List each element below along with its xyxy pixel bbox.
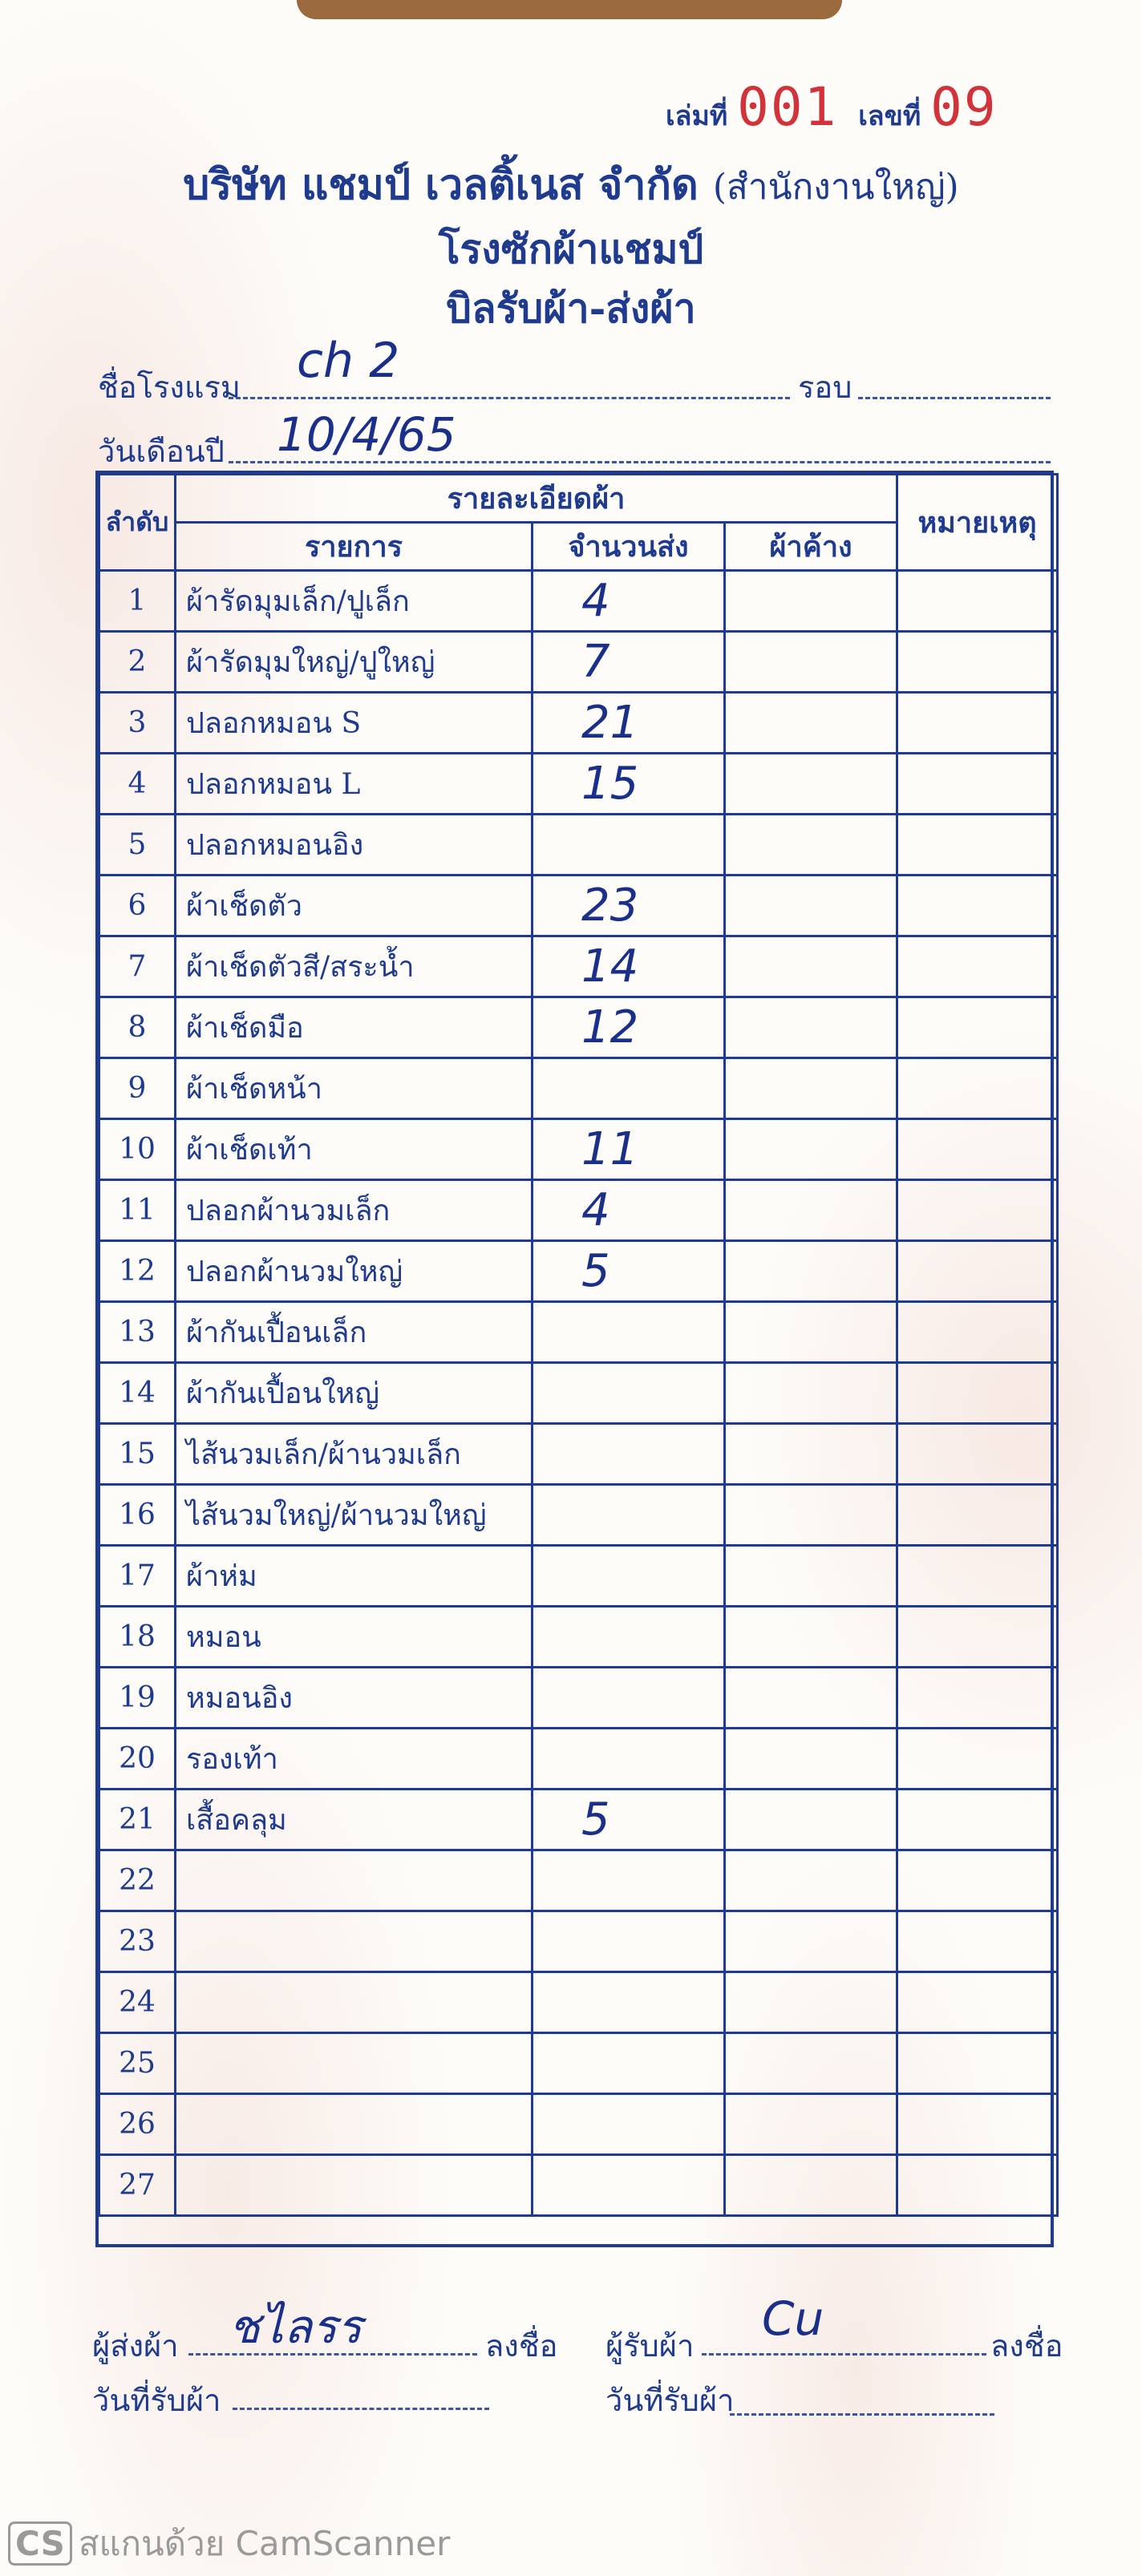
row-pending [725,2094,897,2155]
row-item: รองเท้า [176,1729,533,1789]
row-remark [897,1911,1058,1972]
row-remark [897,936,1058,997]
row-remark [897,1058,1058,1119]
row-remark [897,754,1058,815]
round-label: รอบ [798,370,852,405]
row-qty [533,1363,725,1424]
row-number: 3 [99,693,176,754]
table-row [99,997,1058,1058]
table-row [99,1668,1058,1729]
table-row [99,754,1058,815]
row-item: ปลอกหมอน L [176,754,533,815]
group-header: รายละเอียดผ้า [176,475,897,523]
row-number: 24 [99,1972,176,2033]
row-pending [725,1850,897,1911]
table-row [99,876,1058,936]
table-row [99,1058,1058,1119]
row-qty: 5 [533,1789,725,1850]
row-pending [725,693,897,754]
row-number: 7 [99,936,176,997]
row-qty [533,2094,725,2155]
plant-name: โรงซักผ้าแชมป์ [438,225,704,273]
row-item: ผ้าเช็ดหน้า [176,1058,533,1119]
row-number: 17 [99,1546,176,1607]
table-row [99,1729,1058,1789]
date-label: วันเดือนปี [98,434,225,469]
row-pending [725,632,897,693]
row-number: 9 [99,1058,176,1119]
row-remark [897,1180,1058,1241]
row-qty [533,1607,725,1668]
cs-logo: CS [8,2521,72,2566]
row-number: 14 [99,1363,176,1424]
row-item: หมอน [176,1607,533,1668]
row-item: ผ้าเช็ดมือ [176,997,533,1058]
row-item: หมอนอิง [176,1668,533,1729]
row-number: 27 [99,2155,176,2216]
book-number-line [666,76,998,138]
row-remark [897,2094,1058,2155]
row-item: ไส้นวมใหญ่/ผ้านวมใหญ่ [176,1485,533,1546]
book-number: 001 [737,76,838,138]
row-number: 20 [99,1729,176,1789]
camscanner-watermark [8,2517,450,2570]
row-number: 23 [99,1911,176,1972]
row-item [176,1911,533,1972]
row-number: 15 [99,1424,176,1485]
row-qty: 4 [533,571,725,632]
row-item: ผ้ากันเปื้อนใหญ่ [176,1363,533,1424]
row-item: ปลอกผ้านวมใหญ่ [176,1241,533,1302]
row-remark [897,571,1058,632]
row-remark [897,1119,1058,1180]
bill-number: 09 [930,76,998,138]
sender-signature: ชไลรร [229,2299,362,2354]
row-remark [897,693,1058,754]
row-item: ผ้ากันเปื้อนเล็ก [176,1302,533,1363]
row-pending [725,997,897,1058]
row-number: 4 [99,754,176,815]
table-row [99,1911,1058,1972]
camscanner-text: สแกนด้วย CamScanner [78,2524,451,2563]
receiver-line [702,2353,986,2356]
date-value: 10/4/65 [277,407,456,462]
row-remark [897,1789,1058,1850]
col-item-header: รายการ [176,523,533,571]
row-pending [725,1363,897,1424]
table-row [99,936,1058,997]
company-branch: (สำนักงานใหญ่) [712,167,959,208]
row-pending [725,1424,897,1485]
row-remark [897,1668,1058,1729]
row-pending [725,1668,897,1729]
row-qty [533,1546,725,1607]
bill-title: บิลรับผ้า-ส่งผ้า [446,285,696,332]
row-remark [897,1424,1058,1485]
hotel-value: ch 2 [297,333,400,389]
table-row [99,815,1058,876]
hotel-line [229,397,790,399]
row-item [176,2033,533,2094]
row-remark [897,1302,1058,1363]
row-pending [725,815,897,876]
col-pending-header: ผ้าค้าง [725,523,897,571]
table-row [99,1850,1058,1911]
row-pending [725,1302,897,1363]
table-row [99,1972,1058,2033]
row-remark [897,876,1058,936]
row-remark [897,1546,1058,1607]
row-qty: 5 [533,1241,725,1302]
row-qty: 15 [533,754,725,815]
row-qty [533,1850,725,1911]
row-item [176,2094,533,2155]
row-number: 18 [99,1607,176,1668]
row-item: ปลอกหมอนอิง [176,815,533,876]
company-title: บริษัท แชมป์ เวลติ้เนส จำกัด [183,160,699,209]
table-row [99,1424,1058,1485]
row-item: ผ้ารัดมุมใหญ่/ปูใหญ่ [176,632,533,693]
row-qty: 21 [533,693,725,754]
col-remark-header: หมายเหตุ [897,475,1058,571]
row-remark [897,632,1058,693]
row-pending [725,2155,897,2216]
sender-sign-label: ลงชื่อ [485,2328,558,2364]
row-number: 2 [99,632,176,693]
table-row [99,1241,1058,1302]
row-qty: 14 [533,936,725,997]
row-number: 10 [99,1119,176,1180]
book-label: เล่มที่ [666,100,728,132]
table-row [99,1789,1058,1850]
row-number: 19 [99,1668,176,1729]
row-item: ผ้ารัดมุมเล็ก/ปูเล็ก [176,571,533,632]
col-no-header: ลำดับ [99,475,176,571]
row-pending [725,571,897,632]
row-remark [897,2155,1058,2216]
row-number: 11 [99,1180,176,1241]
sender-date-label: วันที่รับผ้า [92,2383,221,2418]
round-line [858,397,1051,399]
row-qty [533,1972,725,2033]
row-pending [725,1789,897,1850]
row-pending [725,1729,897,1789]
row-item: ผ้าเช็ดตัวสี/สระน้ำ [176,936,533,997]
row-qty [533,1668,725,1729]
row-qty [533,1485,725,1546]
row-number: 26 [99,2094,176,2155]
row-pending [725,1546,897,1607]
row-qty [533,815,725,876]
row-remark [897,1241,1058,1302]
row-qty: 11 [533,1119,725,1180]
row-remark [897,1363,1058,1424]
hotel-label: ชื่อโรงแรม [98,370,241,405]
row-item: ไส้นวมเล็ก/ผ้านวมเล็ก [176,1424,533,1485]
row-number: 12 [99,1241,176,1302]
receiver-sign-label: ลงชื่อ [990,2328,1063,2364]
receiver-date-line [730,2413,994,2416]
receiver-signature: Cu [762,2291,824,2346]
row-qty [533,1729,725,1789]
row-qty [533,1302,725,1363]
row-qty [533,1424,725,1485]
table-row [99,2155,1058,2216]
row-item: ผ้าเช็ดตัว [176,876,533,936]
row-qty [533,2033,725,2094]
row-pending [725,1607,897,1668]
row-item [176,2155,533,2216]
row-number: 25 [99,2033,176,2094]
receiver-label: ผู้รับผ้า [605,2328,695,2364]
table-row [99,2033,1058,2094]
receiver-date-label: วันที่รับผ้า [605,2383,735,2418]
row-pending [725,1972,897,2033]
row-remark [897,997,1058,1058]
row-item [176,1972,533,2033]
row-item: ผ้าห่ม [176,1546,533,1607]
row-number: 16 [99,1485,176,1546]
row-qty [533,1911,725,1972]
row-qty [533,1058,725,1119]
row-number: 13 [99,1302,176,1363]
row-number: 6 [99,876,176,936]
row-pending [725,1485,897,1546]
table-row [99,1302,1058,1363]
row-remark [897,1607,1058,1668]
torn-edge-decoration [297,0,842,19]
table-row [99,1119,1058,1180]
row-number: 21 [99,1789,176,1850]
row-item: ผ้าเช็ดเท้า [176,1119,533,1180]
laundry-table [98,473,1059,2217]
table-row [99,1546,1058,1607]
row-number: 22 [99,1850,176,1911]
table-row [99,2094,1058,2155]
table-row [99,1485,1058,1546]
row-remark [897,2033,1058,2094]
row-remark [897,1972,1058,2033]
row-qty [533,2155,725,2216]
row-pending [725,2033,897,2094]
table-row [99,1607,1058,1668]
row-pending [725,1911,897,1972]
row-pending [725,1180,897,1241]
table-row [99,693,1058,754]
row-qty: 7 [533,632,725,693]
row-item [176,1850,533,1911]
row-pending [725,936,897,997]
row-qty: 23 [533,876,725,936]
row-number: 5 [99,815,176,876]
row-pending [725,1058,897,1119]
table-row [99,1180,1058,1241]
row-pending [725,754,897,815]
table-row [99,571,1058,632]
row-remark [897,1729,1058,1789]
number-label: เลขที่ [858,100,921,132]
row-pending [725,876,897,936]
row-qty: 12 [533,997,725,1058]
row-item: เสื้อคลุม [176,1789,533,1850]
row-remark [897,1485,1058,1546]
sender-date-line [233,2408,489,2410]
row-pending [725,1241,897,1302]
row-number: 1 [99,571,176,632]
company-name [0,151,1142,217]
row-remark [897,815,1058,876]
table-row [99,1363,1058,1424]
row-item: ปลอกผ้านวมเล็ก [176,1180,533,1241]
sender-label: ผู้ส่งผ้า [92,2328,179,2364]
col-qty-header: จำนวนส่ง [533,523,725,571]
row-qty: 4 [533,1180,725,1241]
row-item: ปลอกหมอน S [176,693,533,754]
row-pending [725,1119,897,1180]
table-row [99,632,1058,693]
row-number: 8 [99,997,176,1058]
row-remark [897,1850,1058,1911]
